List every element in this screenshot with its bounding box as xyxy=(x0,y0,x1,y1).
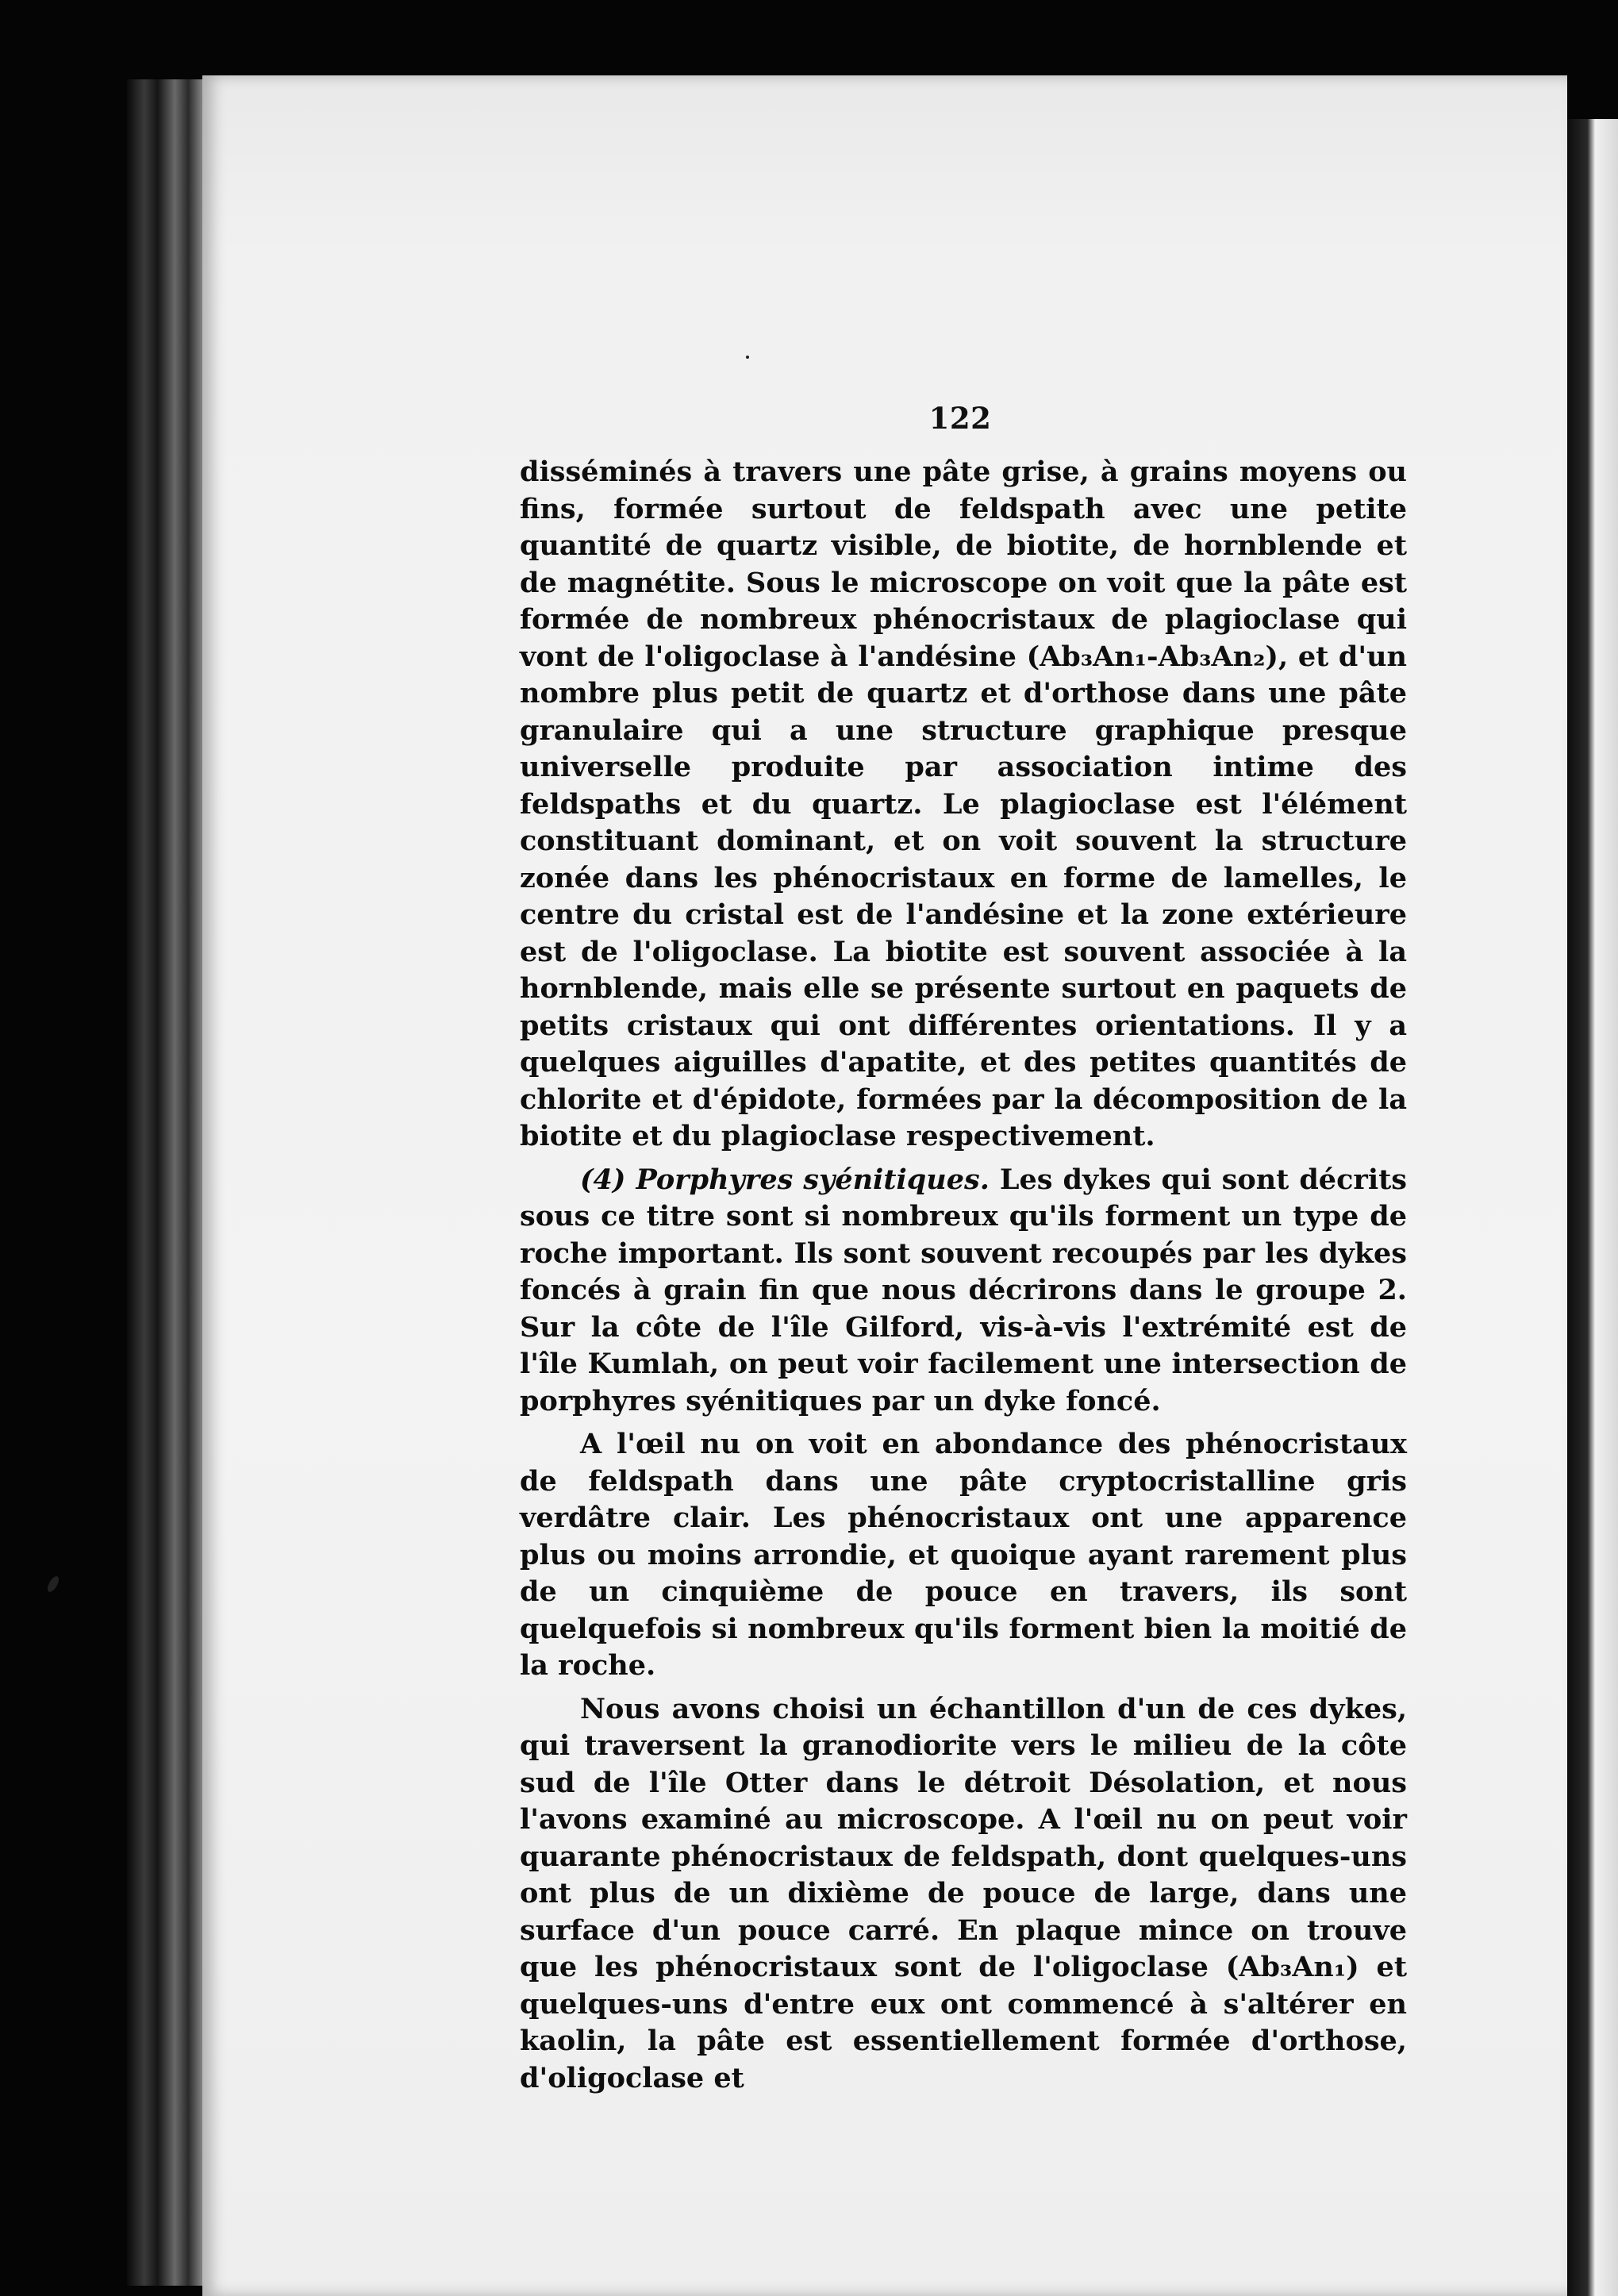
book-binding-edge xyxy=(127,79,214,2286)
paragraph-2-text: Les dykes qui sont décrits sous ce titre sont si nombreux qu'ils forment un type de roche important. Ils sont souvent recoupés par les dykes foncés à grain fin que nous décrirons dans le groupe 2. Sur la côte de l'île Gilford, vis-à-vis l'extrémité est de l'île Kumlah, on peut voir facilement une intersection de porphyres syénitiques par un dyke foncé. xyxy=(520,1163,1407,1417)
paragraph-4: Nous avons choisi un échantillon d'un de ces dykes, qui traversent la granodiorite vers le milieu de la côte sud de l'île Otter dans le détroit Désolation, et nous l'avons examiné au microscope. A l'œil nu on peut voir quarante phénocristaux de feldspath, dont quelques-uns ont plus de un dixième de pouce de large, dans une surface d'un pouce carré. En plaque mince on trouve que les phénocristaux sont de l'oligoclase (Ab₃An₁) et quelques-uns d'entre eux ont commencé à s'altérer en kaolin, la pâte est essentiellement formée d'orthose, d'oligoclase et xyxy=(520,1692,1407,2094)
paragraph-3: A l'œil nu on voit en abondance des phénocristaux de feldspath dans une pâte cryptocristalline gris verdâtre clair. Les phénocristaux ont une apparence plus ou moins arrondie, et quoique ayant rarement plus de un cinquième de pouce en travers, ils sont quelquefois si nombreux qu'ils forment bien la moitié de la roche. xyxy=(520,1428,1407,1682)
body-text xyxy=(520,454,1407,2103)
facing-page-edge xyxy=(1567,119,1618,2296)
scan-speck xyxy=(746,356,749,359)
paragraph-2 xyxy=(520,1162,1407,1421)
page-number: 122 xyxy=(928,401,992,436)
section-heading: (4) Porphyres syénitiques. xyxy=(580,1163,990,1196)
paragraph-1: disséminés à travers une pâte grise, à grains moyens ou fins, formée surtout de feldspath avec une petite quantité de quartz visible, de biotite, de hornblende et de magnétite. Sous le microscope on voit que la pâte est formée de nombreux phénocristaux de plagioclase qui vont de l'oligoclase à l'andésine (Ab₃An₁-Ab₃An₂), et d'un nombre plus petit de quartz et d'orthose dans une pâte granulaire qui a une structure graphique presque universelle produite par association intime des feldspaths et du quartz. Le plagioclase est l'élément constituant dominant, et on voit souvent la structure zonée dans les phénocristaux en forme de lamelles, le centre du cristal est de l'andésine et la zone extérieure est de l'oligoclase. La biotite est souvent associée à la hornblende, mais elle se présente surtout en paquets de petits cristaux qui ont différentes orientations. Il y a quelques aiguilles d'apatite, et des petites quantités de chlorite et d'épidote, formées par la décomposition de la biotite et du plagioclase respectivement. xyxy=(520,456,1407,1152)
